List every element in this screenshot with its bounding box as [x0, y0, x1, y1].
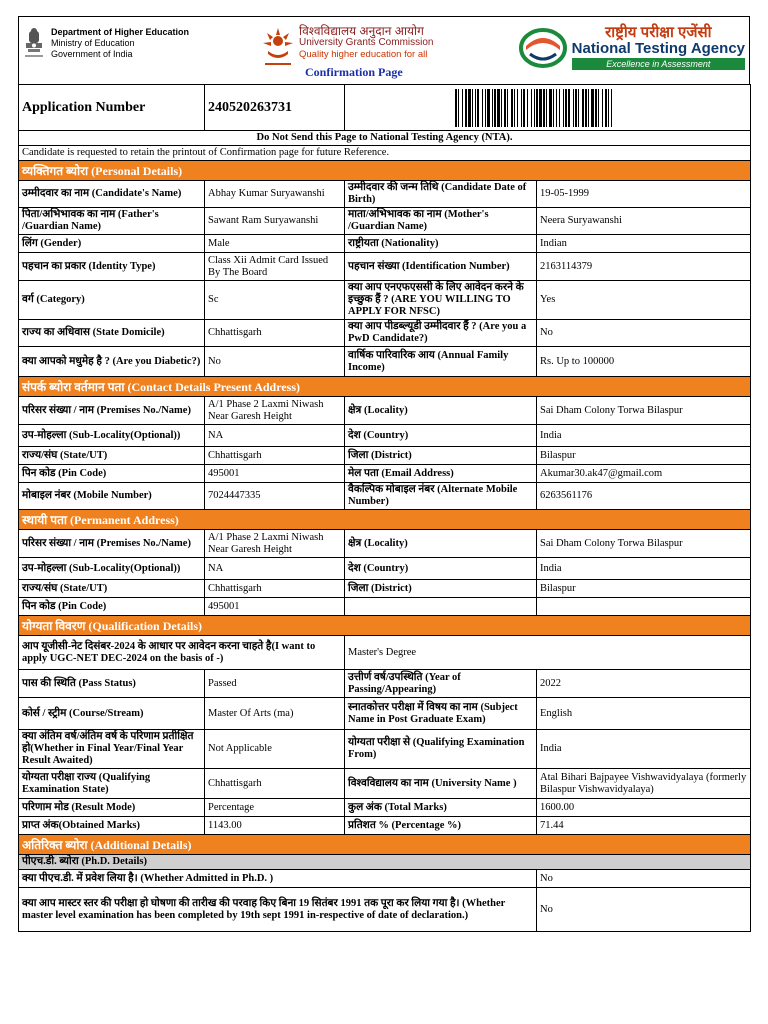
field-value: Master's Degree: [345, 636, 751, 670]
retain-row: [19, 146, 751, 161]
confirmation-page: [18, 16, 750, 1016]
field-value: 7024447335: [205, 483, 345, 510]
field-value: Sai Dham Colony Torwa Bilaspur: [537, 397, 751, 425]
qualification-row: [19, 698, 751, 730]
nta-tagline: Excellence in Assessment: [572, 58, 745, 70]
section-title-contact: संपर्क ब्योरा वर्तमान पता (Contact Details Present Address): [19, 377, 751, 397]
field-value: No: [537, 888, 751, 932]
field-label: प्रतिशत % (Percentage %): [345, 817, 537, 835]
field-value: English: [537, 698, 751, 730]
field-value: A/1 Phase 2 Laxmi Niwash Near Garesh Height: [205, 397, 345, 425]
ugc-hindi-name: विश्वविद्यालय अनुदान आयोग: [299, 24, 424, 38]
phd-subsection-title: पीएच.डी. ब्योरा (Ph.D. Details): [19, 855, 751, 870]
ugc-emblem-icon: [259, 25, 297, 69]
field-value: Class Xii Admit Card Issued By The Board: [205, 253, 345, 281]
field-label: क्षेत्र (Locality): [345, 530, 537, 558]
section-header-additional: [19, 835, 751, 855]
field-label: परिसर संख्या / नाम (Premises No./Name): [19, 530, 205, 558]
personal-row: [19, 281, 751, 320]
field-label: [345, 598, 537, 616]
field-value: Chhattisgarh: [205, 447, 345, 465]
contact-row: [19, 425, 751, 447]
field-value: Sawant Ram Suryawanshi: [205, 208, 345, 235]
field-value: Male: [205, 235, 345, 253]
qualification-basis-row: [19, 636, 751, 670]
field-label: पिता/अभिभावक का नाम (Father's /Guardian Name): [19, 208, 205, 235]
field-label: परिणाम मोड (Result Mode): [19, 799, 205, 817]
field-label: उम्मीदवार का नाम (Candidate's Name): [19, 181, 205, 208]
field-value: Bilaspur: [537, 447, 751, 465]
phd-row: [19, 888, 751, 932]
field-value: Master Of Arts (ma): [205, 698, 345, 730]
qualification-row: [19, 799, 751, 817]
field-value: 6263561176: [537, 483, 751, 510]
field-label: क्या आप मास्टर स्तर की परीक्षा हो घोषणा की तारीख की परवाह किए बिना 19 सितंबर 1991 तक पूरा कर लिया गया है। (Whether master level examination has been completed by 19th sept 1991 in-respective of date of declaration.): [19, 888, 537, 932]
section-title-personal: व्यक्तिगत ब्योरा (Personal Details): [19, 161, 751, 181]
contact-row: [19, 483, 751, 510]
field-value: Abhay Kumar Suryawanshi: [205, 181, 345, 208]
field-value: No: [205, 347, 345, 377]
field-label: पिन कोड (Pin Code): [19, 598, 205, 616]
field-value: 1143.00: [205, 817, 345, 835]
contact-row: [19, 397, 751, 425]
field-label: राष्ट्रीयता (Nationality): [345, 235, 537, 253]
field-label: क्या पीएच.डी. में प्रवेश लिया है। (Whether Admitted in Ph.D. ): [19, 870, 537, 888]
field-value: 2163114379: [537, 253, 751, 281]
field-value: India: [537, 425, 751, 447]
qualification-row: [19, 817, 751, 835]
nta-logo-block: [518, 25, 745, 70]
field-label: विश्वविद्यालय का नाम (University Name ): [345, 769, 537, 799]
field-label: आप यूजीसी-नेट दिसंबर-2024 के आधार पर आवेदन करना चाहते है(I want to apply UGC-NET DEC-2024 on the basis of -): [19, 636, 345, 670]
field-label: क्या आपको मधुमेह है ? (Are you Diabetic?): [19, 347, 205, 377]
field-label: कुल अंक (Total Marks): [345, 799, 537, 817]
qualification-row: [19, 769, 751, 799]
national-emblem-icon: [23, 27, 45, 63]
field-value: A/1 Phase 2 Laxmi Niwash Near Garesh Height: [205, 530, 345, 558]
field-value: Not Applicable: [205, 730, 345, 769]
field-value: Rs. Up to 100000: [537, 347, 751, 377]
field-label: पहचान संख्या (Identification Number): [345, 253, 537, 281]
permanent-row: [19, 558, 751, 580]
field-label: जिला (District): [345, 580, 537, 598]
ugc-tagline: Quality higher education for all: [299, 49, 428, 60]
field-value: 1600.00: [537, 799, 751, 817]
field-label: उप-मोहल्ला (Sub-Locality(Optional)): [19, 558, 205, 580]
field-value: Percentage: [205, 799, 345, 817]
field-label: कोर्स / स्ट्रीम (Course/Stream): [19, 698, 205, 730]
field-label: उम्मीदवार की जन्म तिथि (Candidate Date of Birth): [345, 181, 537, 208]
phd-row: [19, 870, 751, 888]
application-number-label: Application Number: [19, 85, 205, 131]
field-label: वार्षिक पारिवारिक आय (Annual Family Income): [345, 347, 537, 377]
field-value: Indian: [537, 235, 751, 253]
field-value: India: [537, 558, 751, 580]
application-number-row: [19, 85, 751, 131]
notice-row: [19, 131, 751, 146]
field-value: 495001: [205, 465, 345, 483]
permanent-row: [19, 580, 751, 598]
field-label: देश (Country): [345, 558, 537, 580]
section-title-qualification: योग्यता विवरण (Qualification Details): [19, 616, 751, 636]
field-label: क्या अंतिम वर्ष/अंतिम वर्ष के परिणाम प्रतीक्षित हो(Whether in Final Year/Final Year Result Awaited): [19, 730, 205, 769]
section-title-additional: अतिरिक्त ब्योरा (Additional Details): [19, 835, 751, 855]
field-label: राज्य/संघ (State/UT): [19, 580, 205, 598]
retain-notice: Candidate is requested to retain the printout of Confirmation page for future Reference.: [19, 146, 751, 161]
ugc-name: University Grants Commission: [299, 37, 434, 48]
field-value: 2022: [537, 670, 751, 698]
field-label: राज्य/संघ (State/UT): [19, 447, 205, 465]
section-header-qualification: [19, 616, 751, 636]
barcode-bar: [612, 89, 615, 127]
field-value: Yes: [537, 281, 751, 320]
field-label: क्या आप एनएफएससी के लिए आवेदन करने के इच्छुक हैं ? (ARE YOU WILLING TO APPLY FOR NFSC): [345, 281, 537, 320]
field-value: Chhattisgarh: [205, 769, 345, 799]
section-header-permanent: [19, 510, 751, 530]
moe-logo-block: [23, 27, 189, 63]
field-value: Neera Suryawanshi: [537, 208, 751, 235]
field-label: पिन कोड (Pin Code): [19, 465, 205, 483]
field-value: Chhattisgarh: [205, 580, 345, 598]
field-label: योग्यता परीक्षा राज्य (Qualifying Examination State): [19, 769, 205, 799]
field-value: NA: [205, 558, 345, 580]
personal-row: [19, 320, 751, 347]
field-label: जिला (District): [345, 447, 537, 465]
field-value: Akumar30.ak47@gmail.com: [537, 465, 751, 483]
field-value: 71.44: [537, 817, 751, 835]
barcode: [455, 89, 750, 127]
field-label: देश (Country): [345, 425, 537, 447]
personal-row: [19, 253, 751, 281]
field-label: लिंग (Gender): [19, 235, 205, 253]
field-label: उत्तीर्ण वर्ष/उपस्थिति (Year of Passing/Appearing): [345, 670, 537, 698]
field-label: वैकल्पिक मोबाइल नंबर (Alternate Mobile Number): [345, 483, 537, 510]
field-value: NA: [205, 425, 345, 447]
field-value: 495001: [205, 598, 345, 616]
contact-row: [19, 465, 751, 483]
moe-government: Government of India: [51, 49, 133, 59]
contact-row: [19, 447, 751, 465]
page-title: Confirmation Page: [305, 65, 403, 79]
permanent-row: [19, 598, 751, 616]
field-value: No: [537, 320, 751, 347]
barcode-cell: [345, 85, 751, 131]
ugc-logo-block: [259, 25, 433, 69]
field-value: Atal Bihari Bajpayee Vishwavidyalaya (formerly Bilaspur Vishwavidyalaya): [537, 769, 751, 799]
field-label: स्नातकोत्तर परीक्षा में विषय का नाम (Subject Name in Post Graduate Exam): [345, 698, 537, 730]
field-value: Bilaspur: [537, 580, 751, 598]
field-value: Passed: [205, 670, 345, 698]
field-label: पहचान का प्रकार (Identity Type): [19, 253, 205, 281]
field-label: क्या आप पीडब्ल्यूडी उम्मीदवार हैं ? (Are you a PwD Candidate?): [345, 320, 537, 347]
personal-row: [19, 208, 751, 235]
personal-row: [19, 235, 751, 253]
field-value: [537, 598, 751, 616]
field-label: वर्ग (Category): [19, 281, 205, 320]
section-title-permanent: स्थायी पता (Permanent Address): [19, 510, 751, 530]
field-value: Chhattisgarh: [205, 320, 345, 347]
field-label: प्राप्त अंक(Obtained Marks): [19, 817, 205, 835]
field-value: Sc: [205, 281, 345, 320]
field-label: मोबाइल नंबर (Mobile Number): [19, 483, 205, 510]
field-label: राज्य का अधिवास (State Domicile): [19, 320, 205, 347]
field-label: क्षेत्र (Locality): [345, 397, 537, 425]
application-number-value: 240520263731: [205, 85, 345, 131]
field-label: योग्यता परीक्षा से (Qualifying Examination From): [345, 730, 537, 769]
do-not-send-notice: Do Not Send this Page to National Testing Agency (NTA).: [19, 131, 751, 146]
qualification-row: [19, 730, 751, 769]
field-label: पास की स्थिति (Pass Status): [19, 670, 205, 698]
moe-ministry: Ministry of Education: [51, 38, 135, 48]
field-value: 19-05-1999: [537, 181, 751, 208]
field-label: मेल पता (Email Address): [345, 465, 537, 483]
section-header-personal: [19, 161, 751, 181]
section-header-contact: [19, 377, 751, 397]
personal-row: [19, 347, 751, 377]
phd-subsection-header: [19, 855, 751, 870]
permanent-row: [19, 530, 751, 558]
field-value: India: [537, 730, 751, 769]
nta-hindi-name: राष्ट्रीय परीक्षा एजेंसी: [605, 24, 712, 41]
nta-name: National Testing Agency: [571, 40, 745, 57]
personal-row: [19, 181, 751, 208]
field-value: Sai Dham Colony Torwa Bilaspur: [537, 530, 751, 558]
field-label: परिसर संख्या / नाम (Premises No./Name): [19, 397, 205, 425]
confirmation-table: [18, 84, 751, 932]
nta-logo-icon: [518, 26, 568, 70]
qualification-row: [19, 670, 751, 698]
moe-title: Department of Higher Education: [51, 27, 190, 37]
field-value: No: [537, 870, 751, 888]
page-header: [18, 16, 750, 84]
field-label: उप-मोहल्ला (Sub-Locality(Optional)): [19, 425, 205, 447]
field-label: माता/अभिभावक का नाम (Mother's /Guardian Name): [345, 208, 537, 235]
